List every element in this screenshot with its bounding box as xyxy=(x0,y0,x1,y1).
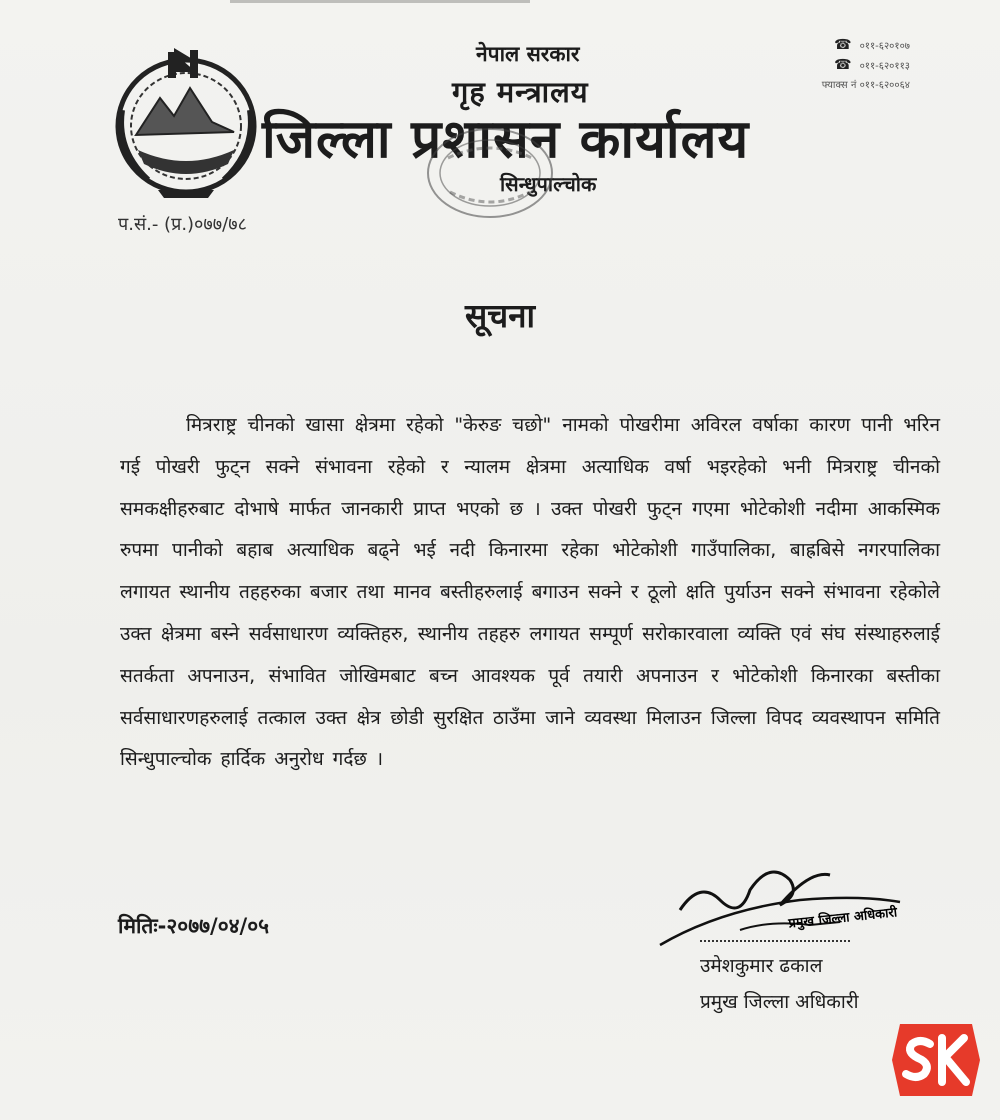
fax-number: फ्याक्स नं ०११-६२००६४ xyxy=(821,80,910,91)
phone-number: ०११-६२०१०७ xyxy=(859,41,910,52)
office-heading: जिल्ला प्रशासन कार्यालय xyxy=(262,109,750,170)
notice-title: सूचना xyxy=(464,296,536,335)
district-heading: सिन्धुपाल्चोक xyxy=(500,172,597,196)
ministry-heading: गृह मन्त्रालय xyxy=(452,75,589,109)
reference-number: प.सं.- (प्र.)०७७/७८ xyxy=(118,214,247,235)
signer-name: उमेशकुमार ढकाल xyxy=(700,955,823,977)
phone-icon: ☎ xyxy=(834,57,852,73)
paper-edge xyxy=(230,0,530,3)
office-stamp-icon xyxy=(418,118,568,228)
signature-line xyxy=(700,940,850,942)
government-heading: नेपाल सरकार xyxy=(476,42,580,66)
signer-title: प्रमुख जिल्ला अधिकारी xyxy=(700,991,859,1013)
notice-date: मितिः-२०७७/०४/०५ xyxy=(118,914,270,938)
notice-body: मित्रराष्ट्र चीनको खासा क्षेत्रमा रहेको "केरुङ चछो" नामको पोखरीमा अविरल वर्षाका कारण पानी भरिन गई पोखरी फुट्न सक्ने संभावना रहेको र न्यालम क्षेत्रमा अत्याधिक वर्षा भइरहेको भनी मित्रराष्ट्र चीनको समकक्षीहरुबाट दोभाषे मार्फत जानकारी प्राप्त भएको छ । उक्त पोखरी फुट्न गएमा भोटेकोशी नदीमा आकस्मिक रुपमा पानीको बहाब अत्याधिक बढ्ने भई नदी किनारमा रहेका भोटेकोशी गाउँपालिका, बाह्रबिसे नगरपालिका लगायत स्थानीय तहहरुका बजार तथा मानव बस्तीहरुलाई बगाउन सक्ने र ठूलो क्षति पुर्याउन सक्ने संभावना रहेकोले उक्त क्षेत्रमा बस्ने सर्वसाधारण व्यक्तिहरु, स्थानीय तहहरु लगायत सम्पूर्ण सरोकारवाला व्यक्ति एवं संघ संस्थाहरुलाई सतर्कता अपनाउन, संभावित जोखिमबाट बच्न आवश्यक पूर्व तयारी अपनाउन र भोटेकोशी किनारका बस्तीका सर्वसाधारणहरुलाई तत्काल उक्त क्षेत्र छोडी सुरक्षित ठाउँमा जाने व्यवस्था मिलाउन जिल्ला विपद व्यवस्थापन समिति सिन्धुपाल्चोक हार्दिक अनुरोध गर्दछ । xyxy=(120,414,940,771)
phone-number: ०११-६२०११३ xyxy=(859,61,910,72)
nepal-emblem-icon xyxy=(108,40,263,200)
phone-icon: ☎ xyxy=(834,37,852,53)
contact-block xyxy=(760,36,910,95)
signature-stamp: प्रमुख जिल्ला अधिकारी xyxy=(787,905,898,932)
sk-logo-icon xyxy=(890,1020,982,1100)
